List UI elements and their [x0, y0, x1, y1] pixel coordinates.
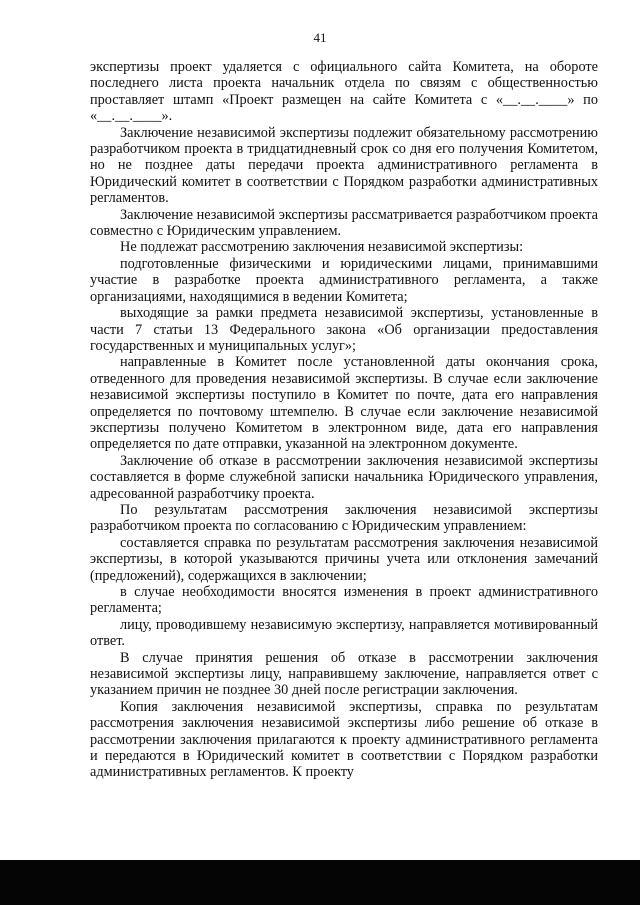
paragraph: направленные в Комитет после установленной даты окончания срока, отведенного для проведения независимой экспертизы. В случае если заключение независимой экспертизы поступило в Комитет по почте, дата его направления определяется по почтовому штемпелю. В случае если заключение независимой экспертизы получено Комитетом в электронном виде, дата его направления определяется по дате отправки, указанной на электронном документе. [90, 354, 598, 453]
paragraph: экспертизы проект удаляется с официального сайта Комитета, на обороте последнего листа проекта начальник отдела по связям с общественностью проставляет штамп «Проект размещен на сайте Комитета с «__.__.____» по «__.__.____». [90, 59, 598, 125]
paragraph: Заключение об отказе в рассмотрении заключения независимой экспертизы составляется в форме служебной записки начальника Юридического управления, адресованной разработчику проекта. [90, 452, 598, 502]
paragraph: подготовленные физическими и юридическими лицами, принимавшими участие в разработке проекта административного регламента, а также организациями, находящимися в ведении Комитета; [90, 255, 598, 305]
paragraph: лицу, проводившему независимую экспертизу, направляется мотивированный ответ. [90, 616, 598, 650]
page-number: 41 [313, 30, 327, 45]
paragraph: Заключение независимой экспертизы подлежит обязательному рассмотрению разработчиком проекта в тридцатидневный срок со дня его получения Комитетом, но не позднее даты передачи проекта административного регламента в Юридический комитет в соответствии с Порядком разработки административных регламентов. [90, 124, 598, 207]
paragraph: Заключение независимой экспертизы рассматривается разработчиком проекта совместно с Юридическим управлением. [90, 206, 598, 240]
paragraph: По результатам рассмотрения заключения независимой экспертизы разработчиком проекта по согласованию с Юридическим управлением: [90, 501, 598, 535]
paragraph: Копия заключения независимой экспертизы, справка по результатам рассмотрения заключения независимой экспертизы либо решение об отказе в рассмотрении заключения прилагаются к проекту административного регламента и передаются в Юридический комитет в соответствии с Порядком разработки административных регламентов. К проекту [90, 698, 598, 781]
paragraph: выходящие за рамки предмета независимой экспертизы, установленные в части 7 статьи 13 Федерального закона «Об организации предоставления государственных и муниципальных услуг»; [90, 305, 598, 354]
scan-bottom-border [0, 860, 640, 905]
paragraph: составляется справка по результатам рассмотрения заключения независимой экспертизы, в которой указываются причины учета или отклонения замечаний (предложений), содержащихся в заключении; [90, 534, 598, 584]
paragraph: В случае принятия решения об отказе в рассмотрении заключения независимой экспертизы лицу, направившему заключение, направляется ответ с указанием причин не позднее 30 дней после регистрации заключения. [90, 649, 598, 699]
paragraph: в случае необходимости вносятся изменения в проект административного регламента; [90, 584, 598, 617]
document-body [90, 59, 598, 781]
paragraph: Не подлежат рассмотрению заключения независимой экспертизы: [120, 239, 524, 256]
